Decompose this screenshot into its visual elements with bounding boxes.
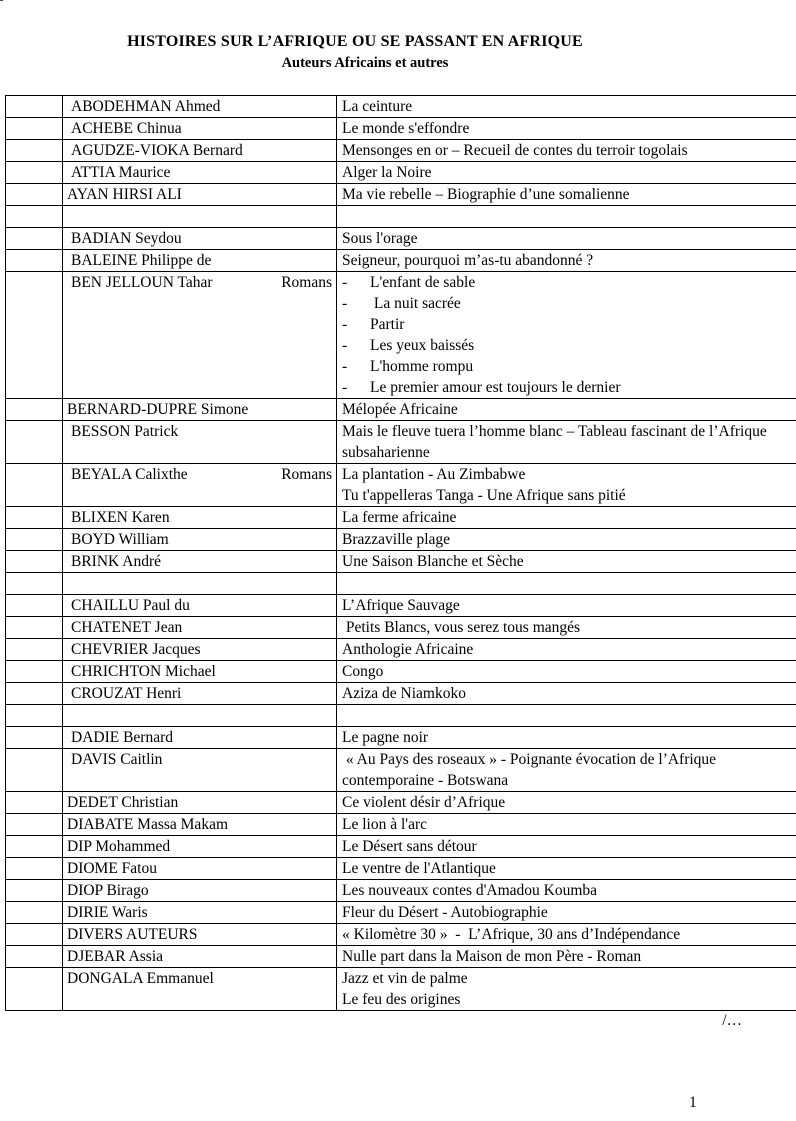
book-title: Mélopée Africaine [342, 401, 458, 418]
index-cell [6, 858, 63, 880]
table-row [6, 814, 796, 836]
table-row [6, 507, 796, 529]
index-cell [6, 968, 63, 1011]
page-title: HISTOIRES SUR L’AFRIQUE OU SE PASSANT EN AFRIQUE [127, 33, 583, 50]
index-cell [6, 250, 63, 272]
bullet-dash: - [342, 295, 348, 312]
book-title: Partir [370, 316, 405, 333]
bullet-dash: - [342, 337, 348, 354]
table-row [6, 96, 796, 118]
author-name: DEDET Christian [67, 794, 179, 811]
title-cell [337, 162, 796, 184]
author-name: BRINK André [71, 553, 161, 570]
table-row [6, 661, 796, 683]
index-cell [6, 206, 63, 228]
book-title: L'enfant de sable [370, 274, 476, 291]
title-cell [337, 639, 796, 661]
title-cell [337, 507, 796, 529]
book-title: Mensonges en or – Recueil de contes du terroir togolais [342, 142, 688, 159]
book-title: Congo [342, 663, 384, 680]
book-title: Anthologie Africaine [342, 641, 474, 658]
index-cell [6, 551, 63, 573]
index-cell [6, 140, 63, 162]
title-cell [337, 880, 796, 902]
table-row [6, 118, 796, 140]
author-name: DIABATE Massa Makam [67, 816, 229, 833]
index-cell [6, 617, 63, 639]
author-name: DJEBAR Assia [67, 948, 164, 965]
index-cell [6, 573, 63, 595]
book-title: Fleur du Désert - Autobiographie [342, 904, 548, 921]
author-name: BEYALA Calixthe [71, 466, 188, 483]
author-cell [63, 96, 337, 118]
book-title: La nuit sacrée [370, 295, 461, 312]
title-cell [337, 595, 796, 617]
table-row [6, 727, 796, 749]
book-title: Mais le fleuve tuera l’homme blanc – Tableau fascinant de l’Afrique subsaharienne [342, 423, 771, 461]
author-cell [63, 880, 337, 902]
separator-row [6, 573, 796, 595]
page-subtitle: Auteurs Africains et autres [281, 55, 449, 71]
continued-mark: /… [722, 1012, 742, 1029]
index-cell [6, 880, 63, 902]
index-cell [6, 118, 63, 140]
index-cell [6, 836, 63, 858]
author-name: BOYD William [71, 531, 169, 548]
book-title: Le ventre de l'Atlantique [342, 860, 496, 877]
author-cell [63, 118, 337, 140]
author-cell [63, 858, 337, 880]
table-row [6, 140, 796, 162]
book-title: Seigneur, pourquoi m’as-tu abandonné ? [342, 252, 594, 269]
table-row [6, 595, 796, 617]
author-cell [63, 206, 337, 228]
table-row [6, 858, 796, 880]
title-cell [337, 792, 796, 814]
author-name: DONGALA Emmanuel [67, 970, 214, 987]
title-cell [337, 727, 796, 749]
title-cell [337, 573, 796, 595]
index-cell [6, 792, 63, 814]
author-name: ACHEBE Chinua [71, 120, 182, 137]
index-cell [6, 399, 63, 421]
book-title: Ce violent désir d’Afrique [342, 794, 506, 811]
table-row [6, 968, 796, 1011]
author-name: CHATENET Jean [71, 619, 183, 636]
title-cell [337, 96, 796, 118]
title-cell [337, 399, 796, 421]
author-cell [63, 924, 337, 946]
book-title: Les yeux baissés [370, 337, 475, 354]
index-cell [6, 661, 63, 683]
title-cell [337, 250, 796, 272]
table-row [6, 924, 796, 946]
author-cell [63, 705, 337, 727]
index-cell [6, 529, 63, 551]
author-cell [63, 902, 337, 924]
author-name: DIP Mohammed [67, 838, 171, 855]
author-cell [63, 228, 337, 250]
author-name: AGUDZE-VIOKA Bernard [71, 142, 243, 159]
book-title: L’Afrique Sauvage [342, 597, 460, 614]
title-cell [337, 464, 796, 507]
table-row [6, 421, 796, 464]
table-row [6, 902, 796, 924]
index-cell [6, 464, 63, 507]
table-row [6, 946, 796, 968]
author-cell [63, 573, 337, 595]
title-cell [337, 551, 796, 573]
author-cell [63, 683, 337, 705]
title-cell [337, 705, 796, 727]
author-name: DIOME Fatou [67, 860, 157, 877]
table-row [6, 792, 796, 814]
index-cell [6, 421, 63, 464]
index-cell [6, 683, 63, 705]
author-name: CHEVRIER Jacques [71, 641, 201, 658]
index-cell [6, 639, 63, 661]
genre-tag: Romans [281, 274, 332, 291]
author-cell [63, 639, 337, 661]
table-row [6, 683, 796, 705]
index-cell [6, 184, 63, 206]
index-cell [6, 272, 63, 399]
title-cell [337, 617, 796, 639]
title-cell [337, 836, 796, 858]
book-title: L'homme rompu [370, 358, 474, 375]
table-row [6, 749, 796, 792]
author-cell [63, 792, 337, 814]
index-cell [6, 902, 63, 924]
page-number: 1 [689, 1094, 697, 1111]
title-cell [337, 661, 796, 683]
table-row [6, 639, 796, 661]
author-cell [63, 464, 337, 507]
genre-tag: Romans [281, 466, 332, 483]
author-name: BLIXEN Karen [71, 509, 170, 526]
author-name: ABODEHMAN Ahmed [71, 98, 221, 115]
author-name: DADIE Bernard [71, 729, 174, 746]
author-cell [63, 184, 337, 206]
book-table-body [6, 96, 796, 1029]
title-cell [337, 184, 796, 206]
table-row [6, 880, 796, 902]
author-name: DAVIS Caitlin [71, 751, 163, 768]
book-title: Le Désert sans détour [342, 838, 477, 855]
table-row [6, 399, 796, 421]
separator-row [6, 206, 796, 228]
author-name: BALEINE Philippe de [71, 252, 212, 269]
author-cell [63, 272, 337, 399]
index-cell [6, 749, 63, 792]
author-cell [63, 727, 337, 749]
author-cell [63, 946, 337, 968]
author-cell [63, 661, 337, 683]
author-name: BERNARD-DUPRE Simone [67, 401, 249, 418]
table-row [6, 184, 796, 206]
title-cell [337, 814, 796, 836]
book-title: La plantation - Au Zimbabwe [342, 466, 526, 483]
table-row [6, 162, 796, 184]
book-title: Sous l'orage [342, 230, 418, 247]
author-name: DIRIE Waris [67, 904, 148, 921]
book-title: Le pagne noir [342, 729, 429, 746]
separator-row [6, 705, 796, 727]
author-cell [63, 529, 337, 551]
author-cell [63, 595, 337, 617]
corner-mark [0, 0, 3, 1]
author-name: ATTIA Maurice [71, 164, 171, 181]
book-title: Alger la Noire [342, 164, 432, 181]
title-cell [337, 206, 796, 228]
index-cell [6, 96, 63, 118]
title-cell [337, 902, 796, 924]
author-name: AYAN HIRSI ALI [67, 186, 182, 203]
author-cell [63, 551, 337, 573]
book-title: Le premier amour est toujours le dernier [370, 379, 621, 396]
table-row [6, 250, 796, 272]
author-cell [63, 507, 337, 529]
index-cell [6, 924, 63, 946]
book-table [5, 95, 796, 1029]
book-title: Une Saison Blanche et Sèche [342, 553, 524, 570]
title-cell [337, 683, 796, 705]
index-cell [6, 162, 63, 184]
author-name: DIVERS AUTEURS [67, 926, 198, 943]
author-name: CHAILLU Paul du [71, 597, 190, 614]
author-cell [63, 421, 337, 464]
bullet-dash: - [342, 316, 348, 333]
index-cell [6, 814, 63, 836]
author-name: DIOP Birago [67, 882, 149, 899]
author-name: BADIAN Seydou [71, 230, 182, 247]
title-cell [337, 118, 796, 140]
table-row [6, 272, 796, 399]
index-cell [6, 727, 63, 749]
book-title: La ceinture [342, 98, 413, 115]
book-title: Le lion à l'arc [342, 816, 427, 833]
index-cell [6, 228, 63, 250]
author-cell [63, 968, 337, 1011]
author-cell [63, 836, 337, 858]
author-name: BESSON Patrick [71, 423, 179, 440]
table-row [6, 617, 796, 639]
bullet-dash: - [342, 379, 348, 396]
author-name: CHRICHTON Michael [71, 663, 216, 680]
index-cell [6, 946, 63, 968]
book-title: Le monde s'effondre [342, 120, 470, 137]
book-title: Ma vie rebelle – Biographie d’une somalienne [342, 186, 630, 203]
author-name: BEN JELLOUN Tahar [71, 274, 213, 291]
title-cell [337, 272, 796, 399]
book-title: Nulle part dans la Maison de mon Père - Roman [342, 948, 642, 965]
book-title: « Kilomètre 30 » - L’Afrique, 30 ans d’Indépendance [342, 926, 681, 943]
title-cell [337, 858, 796, 880]
author-cell [63, 617, 337, 639]
table-row [6, 551, 796, 573]
book-title: La ferme africaine [342, 509, 457, 526]
book-title: Les nouveaux contes d'Amadou Koumba [342, 882, 598, 899]
table-row [6, 228, 796, 250]
author-cell [63, 749, 337, 792]
title-cell [337, 140, 796, 162]
bullet-dash: - [342, 358, 348, 375]
title-cell [337, 924, 796, 946]
index-cell [6, 705, 63, 727]
title-cell [337, 968, 796, 1029]
author-cell [63, 140, 337, 162]
title-cell [337, 529, 796, 551]
index-cell [6, 507, 63, 529]
author-name: CROUZAT Henri [71, 685, 182, 702]
author-cell [63, 814, 337, 836]
title-cell [337, 749, 796, 792]
book-title: Petits Blancs, vous serez tous mangés [342, 619, 581, 636]
index-cell [6, 595, 63, 617]
title-cell [337, 946, 796, 968]
author-cell [63, 162, 337, 184]
book-title: Jazz et vin de palme [342, 970, 468, 987]
book-title: Brazzaville plage [342, 531, 451, 548]
book-title: Tu t'appelleras Tanga - Une Afrique sans pitié [342, 487, 626, 504]
table-row [6, 464, 796, 507]
bullet-dash: - [342, 274, 348, 291]
title-cell [337, 228, 796, 250]
table-row [6, 836, 796, 858]
table-row [6, 529, 796, 551]
author-cell [63, 250, 337, 272]
title-cell [337, 421, 796, 464]
book-title: « Au Pays des roseaux » - Poignante évocation de l’Afrique contemporaine - Botswana [342, 751, 720, 789]
book-title: Le feu des origines [342, 991, 461, 1008]
book-title: Aziza de Niamkoko [342, 685, 466, 702]
author-cell [63, 399, 337, 421]
